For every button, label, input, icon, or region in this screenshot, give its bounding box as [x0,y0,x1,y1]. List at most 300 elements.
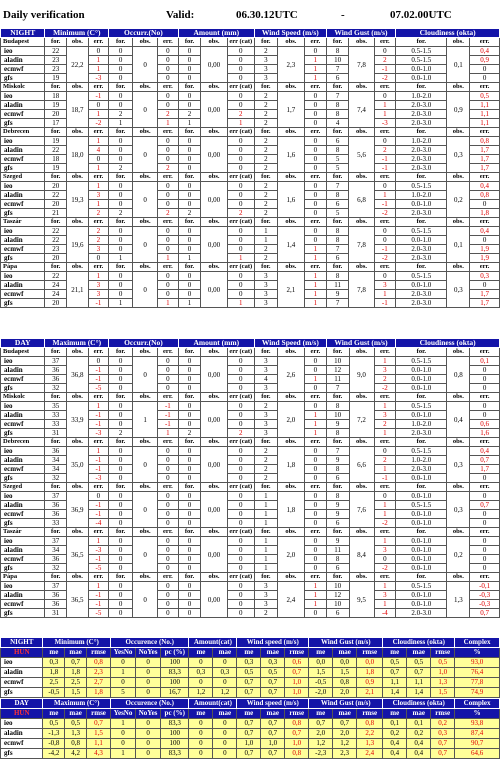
forecast-value: 36 [45,366,67,375]
observed-value: 0,00 [201,492,227,528]
forecast-value: 0 [178,510,201,519]
error-value: 2 [227,209,254,218]
summary-value: 0,8 [357,719,383,729]
error-value: 1 [88,56,109,65]
forecast-value: 0 [178,375,201,384]
forecast-value: 0 [109,600,133,609]
summary-value: 1,8 [357,668,383,678]
forecast-value: 32 [45,384,67,393]
summary-value: 100 [161,739,189,749]
forecast-value: 3 [254,290,277,299]
column-label: for. [254,573,277,582]
summary-value: 0 [136,719,161,729]
error-value: 1,8 [470,209,500,218]
forecast-value: 20 [45,182,67,191]
forecast-value: 3 [254,600,277,609]
forecast-value: 0 [109,537,133,546]
summary-value: 2,0 [333,688,357,698]
forecast-value: 3 [254,411,277,420]
forecast-value: 7 [326,447,349,456]
error-value: 3 [374,546,396,555]
column-label: err. [374,528,396,537]
column-label: mae [213,709,237,719]
column-label: obs. [277,263,304,272]
forecast-value: 1 [254,236,277,245]
column-label: err. [305,483,327,492]
model-name: ecmwf [1,465,45,474]
model-name: gfs [1,688,43,698]
error-value: 2 [227,429,254,438]
column-label: obs. [447,528,470,537]
error-value: 1 [305,411,327,420]
occurrence-header: Occurence (No.) [111,699,189,709]
observed-value: 2,3 [277,47,304,83]
column-label: obs. [447,438,470,447]
column-label: err. [374,263,396,272]
column-label: for. [326,128,349,137]
column-label: for. [109,38,133,47]
summary-value: 0,5 [407,658,431,668]
forecast-value: 12 [326,591,349,600]
error-value: 1 [158,254,179,263]
forecast-value: 22 [45,236,67,245]
error-value: 0 [305,182,327,191]
forecast-value: 0 [178,537,201,546]
cloud-header: Cloudiness (okta) [396,339,500,348]
error-value: 0 [158,357,179,366]
summary-value: 0 [213,749,237,759]
forecast-value: 2 [254,200,277,209]
column-label: for. [326,218,349,227]
column-label: obs. [133,573,158,582]
column-label: err. [470,573,500,582]
forecast-value: 22 [45,227,67,236]
error-value: 0 [227,290,254,299]
summary-value: 1,0 [285,688,309,698]
column-label: err (cat) [227,573,254,582]
column-label: obs. [67,218,89,227]
occurrence-header: Occurr.(No) [109,339,178,348]
column-label: obs. [201,38,227,47]
forecast-value: 0.0-1.0 [396,281,447,290]
summary-value: 0 [111,678,136,688]
forecast-value: 0 [178,146,201,155]
error-value: 0 [227,92,254,101]
column-label: for. [45,438,67,447]
column-label: mae [407,648,431,658]
error-value: 0 [158,366,179,375]
error-value: 0 [305,209,327,218]
error-value: 0 [374,447,396,456]
forecast-value: 0 [109,510,133,519]
forecast-value: 0 [109,402,133,411]
observed-value: 7,2 [349,402,374,438]
error-value: 0 [158,501,179,510]
forecast-value: 37 [45,492,67,501]
error-value: -1 [88,299,109,308]
column-label: obs. [349,38,374,47]
error-value: 0 [470,65,500,74]
forecast-value: 2.0-3.0 [396,245,447,254]
forecast-value: 9 [326,420,349,429]
cloud-header: Cloudiness (okta) [383,699,455,709]
error-value: 0 [158,65,179,74]
forecast-value: 0 [178,236,201,245]
error-value: 0 [305,456,327,465]
city-header-row [1,348,500,357]
column-label: obs. [349,263,374,272]
error-value: 0 [158,465,179,474]
forecast-value: 0 [109,281,133,290]
column-label: for. [396,438,447,447]
error-value: 1 [374,429,396,438]
column-label: for. [178,348,201,357]
summary-subheader-row [1,709,500,719]
observed-value: 36,5 [67,582,89,618]
error-value: 1 [158,429,179,438]
column-label: obs. [201,528,227,537]
column-label: obs. [447,38,470,47]
forecast-value: 8 [326,272,349,281]
forecast-value: 0.0-1.0 [396,236,447,245]
forecast-value: 0 [109,47,133,56]
forecast-value: 0 [178,447,201,456]
summary-value: 0,0 [357,658,383,668]
observed-value: 2,6 [277,357,304,393]
forecast-value: 0 [109,465,133,474]
observed-value: 18,0 [67,137,89,173]
forecast-value: 0 [178,609,201,618]
column-label: obs. [277,528,304,537]
column-label: YesNo [111,709,136,719]
observed-value: 18,7 [67,92,89,128]
observed-value: 7,4 [349,92,374,128]
column-label: for. [178,263,201,272]
summary-value: 93,0 [455,658,500,668]
forecast-value: 2 [178,110,201,119]
summary-value: 1,8 [65,668,87,678]
error-value: 0 [227,591,254,600]
column-label: err. [470,348,500,357]
column-label: mae [213,648,237,658]
wind-header: Wind Speed (m/s) [254,339,326,348]
forecast-value: 22 [45,47,67,56]
error-value: 2 [158,164,179,173]
observed-value: 0,2 [447,182,470,218]
column-label: for. [326,263,349,272]
error-value: 0 [305,119,327,128]
error-value: 0 [227,164,254,173]
summary-value: -1,3 [43,729,65,739]
summary-value: 0 [189,729,213,739]
error-value: 1 [374,110,396,119]
column-label: me [189,709,213,719]
column-label: for. [326,528,349,537]
observed-value: 0,00 [201,582,227,618]
forecast-value: 5 [326,209,349,218]
error-value: 1 [305,600,327,609]
observed-value: 1,8 [277,492,304,528]
error-value: 0 [227,137,254,146]
error-value: -1 [88,555,109,564]
column-label: for. [326,173,349,182]
forecast-value: 0 [109,564,133,573]
forecast-value: 0 [178,564,201,573]
observed-value: 2,0 [277,537,304,573]
forecast-value: 2 [109,164,133,173]
column-label: obs. [349,393,374,402]
forecast-value: 36 [45,501,67,510]
column-label: for. [254,393,277,402]
error-value: 0 [158,375,179,384]
column-label: me [309,648,333,658]
model-name: ieo [1,272,45,281]
section-label: NIGHT [1,638,43,648]
forecast-value: 0.0-1.0 [396,384,447,393]
column-label: obs. [277,128,304,137]
observed-value: 0,00 [201,272,227,308]
observed-value: 6,8 [349,182,374,218]
observed-value: 0 [133,447,158,483]
forecast-value: 0 [178,182,201,191]
model-name: gfs [1,429,45,438]
error-value: 0,4 [470,182,500,191]
forecast-value: 0.5-1.5 [396,227,447,236]
column-label: me [237,709,261,719]
error-value: 0 [227,564,254,573]
error-value: 0 [227,74,254,83]
forecast-value: 0 [109,474,133,483]
observed-value: 0 [133,137,158,173]
column-label: obs. [349,573,374,582]
summary-value: 2,3 [87,668,111,678]
error-value: 1 [374,402,396,411]
forecast-value: 8 [326,236,349,245]
forecast-value: 22 [45,191,67,200]
forecast-value: 2 [254,92,277,101]
observed-value: 0 [133,272,158,308]
forecast-value: 4 [254,375,277,384]
error-value: 1 [374,537,396,546]
column-label: obs. [133,38,158,47]
model-name: ieo [1,227,45,236]
error-value: -0,1 [470,582,500,591]
column-label: for. [109,348,133,357]
forecast-value: 10 [326,582,349,591]
model-name: gfs [1,164,45,173]
column-label: for. [254,128,277,137]
error-value: 0 [305,546,327,555]
observed-value: 0,4 [447,402,470,438]
forecast-value: 0 [109,555,133,564]
observed-value: 0 [133,537,158,573]
summary-value: 0,5 [43,719,65,729]
column-label: for. [178,438,201,447]
section-label: DAY [1,339,45,348]
column-label: err. [305,128,327,137]
error-value: 0 [470,384,500,393]
summary-data-row [1,739,500,749]
column-label: for. [254,218,277,227]
forecast-value: 0 [178,357,201,366]
observed-value: 1,3 [447,582,470,618]
error-value: -4 [88,519,109,528]
error-value: 0 [227,465,254,474]
summary-value: 2,5 [65,678,87,688]
forecast-value: 0.0-1.0 [396,366,447,375]
summary-value: 1,0 [285,739,309,749]
error-value: 0 [227,65,254,74]
column-label: err. [470,528,500,537]
column-label: err. [470,38,500,47]
column-label: err. [374,438,396,447]
column-label: obs. [277,573,304,582]
forecast-value: 0.5-1.5 [396,402,447,411]
summary-value: 1,1 [87,739,111,749]
complex-header: Complex [455,699,500,709]
error-value: 1,7 [470,299,500,308]
summary-value: 0 [136,658,161,668]
column-label: for. [45,263,67,272]
summary-value: 0,7 [333,719,357,729]
error-value: 1,9 [470,254,500,263]
error-value: 0 [158,600,179,609]
summary-value: 77,8 [455,678,500,688]
error-value: -3 [88,474,109,483]
column-label: for. [45,218,67,227]
column-label: % [455,709,500,719]
column-label: me [43,648,65,658]
forecast-value: 0.0-1.0 [396,411,447,420]
summary-value: 1,2 [189,688,213,698]
forecast-value: 12 [326,366,349,375]
amount-header: Amount(cat) [189,699,237,709]
observed-value: 19,6 [67,227,89,263]
column-label: for. [109,393,133,402]
error-value: 1,7 [470,164,500,173]
column-label: obs. [133,218,158,227]
forecast-value: 34 [45,465,67,474]
forecast-value: 8 [326,465,349,474]
error-value: 0,9 [470,56,500,65]
forecast-value: 8 [326,429,349,438]
forecast-value: 33 [45,420,67,429]
error-value: 1 [88,164,109,173]
summary-value: 0,5 [383,658,407,668]
forecast-value: 0 [109,357,133,366]
city-header-row [1,218,500,227]
error-value: 0,7 [470,456,500,465]
column-label: obs. [133,348,158,357]
error-value: 0 [374,227,396,236]
forecast-value: 1 [109,254,133,263]
summary-value: 0 [111,729,136,739]
summary-value: 0 [136,668,161,678]
column-label: obs. [133,173,158,182]
summary-subheader-row [1,648,500,658]
forecast-value: 31 [45,609,67,618]
column-label: err (cat) [227,528,254,537]
forecast-value: 0.0-1.0 [396,555,447,564]
column-label: obs. [277,393,304,402]
forecast-value: 0 [178,56,201,65]
model-name: ieo [1,47,45,56]
forecast-value: 0 [178,600,201,609]
summary-value: 0,7 [261,719,285,729]
title-bar [0,0,500,28]
column-label: pc (%) [161,709,189,719]
forecast-value: 2.0-3.0 [396,254,447,263]
forecast-value: 2 [254,209,277,218]
error-value: -1 [88,510,109,519]
column-label: for. [109,438,133,447]
forecast-value: 1 [254,501,277,510]
column-label: for. [326,393,349,402]
forecast-value: 20 [45,110,67,119]
error-value: 0 [158,510,179,519]
model-name: aladin [1,56,45,65]
city-name: Miskolc [1,393,45,402]
forecast-value: 3 [254,272,277,281]
error-value: -1 [88,420,109,429]
forecast-value: 0 [109,492,133,501]
forecast-value: 0 [178,456,201,465]
column-label: err. [305,348,327,357]
observed-value: 0 [133,227,158,263]
model-name: aladin [1,501,45,510]
observed-value: 36,9 [67,492,89,528]
forecast-value: 0 [178,402,201,411]
city-header-row [1,528,500,537]
column-label: me [383,648,407,658]
summary-value: 0,7 [87,719,111,729]
amount-header: Amount (mm) [178,29,254,38]
forecast-value: 0.0-1.0 [396,375,447,384]
error-value: 1 [88,582,109,591]
error-value: 1,1 [470,110,500,119]
error-value: 2 [374,56,396,65]
error-value: 0 [158,272,179,281]
model-name: ecmwf [1,245,45,254]
observed-value: 0,1 [447,47,470,83]
error-value: 1 [88,182,109,191]
summary-value: 0,7 [237,749,261,759]
observed-value: 7,8 [349,227,374,263]
wind-header: Wind speed (m/s) [237,699,309,709]
error-value: 0 [227,272,254,281]
error-value: 0 [305,564,327,573]
city-header-row [1,573,500,582]
forecast-value: 0 [178,501,201,510]
observed-value: 0,9 [447,92,470,128]
error-value: -1 [88,591,109,600]
column-label: err. [88,393,109,402]
error-value: 0 [305,155,327,164]
summary-value: 0,8 [285,749,309,759]
summary-value: 0,5 [431,658,455,668]
error-value: 0 [158,200,179,209]
observed-value: 0 [133,492,158,528]
column-label: err. [374,218,396,227]
column-label: obs. [67,438,89,447]
summary-value: 2,3 [333,749,357,759]
forecast-value: 2 [254,119,277,128]
column-label: err. [374,38,396,47]
summary-value: -0,5 [43,688,65,698]
column-label: obs. [447,128,470,137]
model-name: ieo [1,402,45,411]
observed-value: 0 [133,357,158,393]
